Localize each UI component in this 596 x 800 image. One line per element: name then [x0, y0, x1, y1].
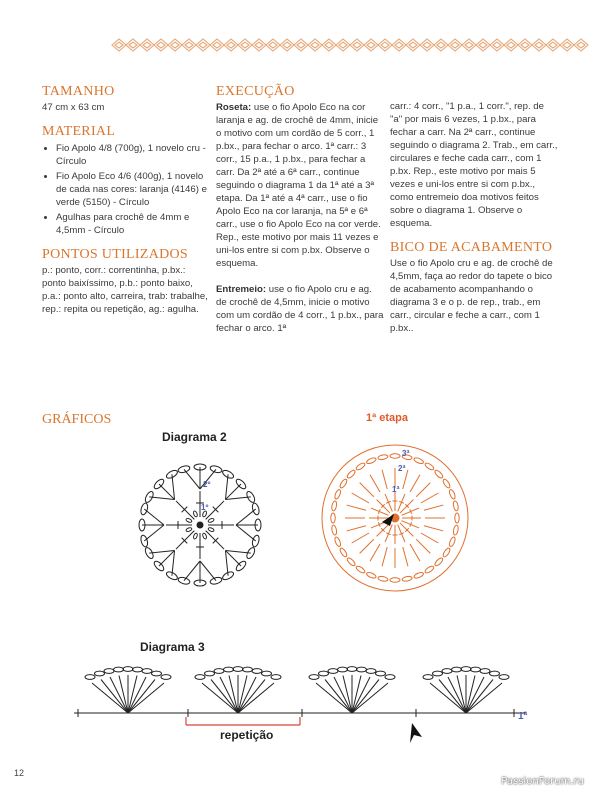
execucao-continued-text: carr.: 4 corr., "1 p.a., 1 corr.", rep. de "a" por mais 6 vezes, 1 p.bx., para fechar a carr. Na 2ª carr., continue seguindo o diagrama 2. Trab., em carr., circulares e feche cada carr., com 1 p.bx. Rep., este motivo por mais 5 vezes e uni-los entre si com p.bx., como entremeio doa motivos feitos sobre o diagrama 1. Observe o esquema.: [390, 101, 558, 229]
roseta-text: use o fio Apolo Eco na cor laranja e ag. de crochê de 4mm, inicie o motivo com um cordão de 5 corr., 1 p.bx., para fechar o arco. 1ª carr.: 3 corr., 15 p.a., 1 p.bx., para fechar a carr. Da 2ª até a 6ª carr., continue seguindo o diagrama 1 da 1ª até a 3ª etapa. Da 1ª até a 4ª carr., use o fio Apolo Eco na cor laranja, na 5ª e 6ª carr., use o fio Apolo Eco na cor verde. Rep., este motivo por mais 11 vezes e uni-los entre si com p.bx. Observe o esquema.: [216, 102, 381, 269]
round-2-mark: 2º: [203, 480, 211, 489]
etapa-label: 1ª etapa: [366, 412, 408, 424]
roseta-paragraph: [216, 101, 384, 270]
entremeio-label: Entremeio:: [216, 284, 267, 295]
column-right: [390, 100, 558, 335]
size-text: 47 cm x 63 cm: [42, 102, 105, 113]
decorative-border: [112, 38, 582, 52]
diagram-2-label: Diagrama 2: [162, 430, 227, 444]
round-1-mark: 1º: [201, 503, 209, 512]
section-title-bico: BICO DE ACABAMENTO: [390, 240, 553, 255]
column-left: [42, 84, 212, 316]
section-title-pontos: PONTOS UTILIZADOS: [42, 247, 189, 262]
section-title-material: MATERIAL: [42, 124, 116, 139]
section-title-tamanho: TAMANHO: [42, 84, 115, 99]
material-item: • Fio Apolo 4/8 (700g), 1 novelo cru - Círculo: [56, 142, 212, 168]
round-3-mark: 3ª: [402, 449, 410, 458]
entremeio-paragraph: [216, 283, 384, 335]
diagram-3-edging: [60, 655, 560, 755]
diagram-3-label: Diagrama 3: [140, 640, 205, 654]
pontos-text: p.: ponto, corr.: correntinha, p.bx.: ponto baixíssimo, p.b.: ponto baixo, p.a.: ponto alto, carreira, trab: trabalhe, rep.: repita ou repetição, ag.: agulha.: [42, 265, 208, 315]
material-item: • Fio Apolo Eco 4/6 (400g), 1 novelo de cada nas cores: laranja (4146) e verde (5150) - Círculo: [56, 170, 212, 209]
material-item: • Agulhas para crochê de 4mm e 4,5mm - Círculo: [56, 211, 212, 237]
section-title-graficos: GRÁFICOS: [42, 412, 112, 427]
material-list: [42, 142, 212, 237]
edging-start-arrow-icon: [410, 723, 422, 743]
diagram-2-flower: [115, 440, 285, 610]
roseta-label: Roseta:: [216, 102, 252, 113]
watermark: PassionForum.ru: [501, 776, 584, 787]
entremeio-text: use o fio Apolo cru e ag. de crochê de 4,5mm, inicie o motivo com um cordão de 4 corr., 1 p.bx., para fechar o arco. 1ª: [216, 284, 384, 334]
repeat-label: repetição: [220, 728, 274, 742]
edging-round-mark: 1ª: [518, 711, 528, 722]
page-number: 12: [14, 768, 25, 778]
diagram-1-circle: [310, 430, 480, 600]
section-title-execucao: EXECUÇÃO: [216, 84, 295, 99]
column-middle: [216, 84, 384, 335]
round-1a-mark: 1ª: [392, 485, 400, 494]
bico-text: Use o fio Apolo cru e ag. de crochê de 4,5mm, faça ao redor do tapete o bico de acabamento acompanhando o diagrama 3 e o p. de rep., trab., em carr., circular e feche a carr., com 1 p.bx..: [390, 258, 553, 334]
round-2a-mark: 2ª: [398, 464, 406, 473]
